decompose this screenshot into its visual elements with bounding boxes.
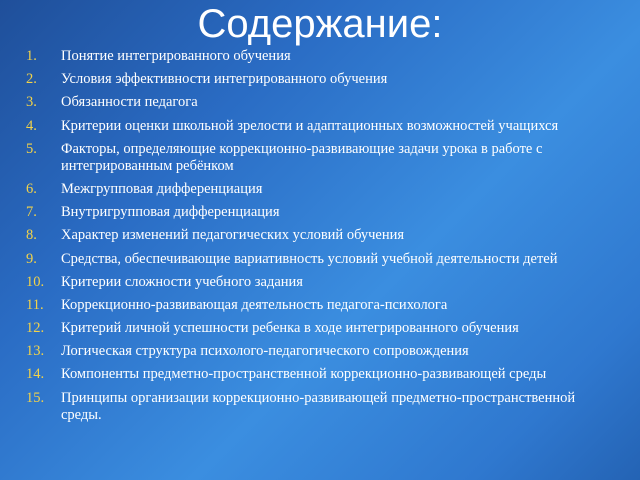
- item-text: Внутригрупповая дифференциация: [61, 204, 280, 221]
- item-number: 9.: [26, 250, 37, 267]
- list-item: [0, 320, 640, 337]
- item-text: Критерий личной успешности ребенка в ходе интегрированного обучения: [61, 320, 519, 337]
- item-text: Межгрупповая дифференциация: [61, 180, 263, 197]
- item-number: 13.: [26, 343, 45, 360]
- item-text: Логическая структура психолого-педагогического сопровождения: [61, 343, 469, 360]
- item-number: 6.: [26, 180, 37, 197]
- item-number: 2.: [26, 71, 37, 88]
- slide-title: Содержание:: [197, 2, 443, 46]
- item-text: Средства, обеспечивающие вариативность условий учебной деятельности детей: [61, 250, 558, 267]
- item-number: 10.: [26, 273, 45, 290]
- item-text: Компоненты предметно-пространственной коррекционно-развивающей среды: [61, 366, 547, 383]
- list-item: [0, 227, 640, 244]
- item-text: Факторы, определяющие коррекционно-развивающие задачи урока в работе с интегрированным ребёнком: [61, 140, 543, 174]
- item-number: 4.: [26, 117, 37, 134]
- item-text: Условия эффективности интегрированного обучения: [61, 71, 388, 88]
- item-number: 12.: [26, 320, 45, 337]
- item-number: 1.: [26, 48, 37, 64]
- item-text: Обязанности педагога: [61, 94, 198, 111]
- item-number: 14.: [26, 366, 45, 383]
- item-number: 15.: [26, 389, 45, 406]
- list-item: [0, 48, 640, 65]
- item-text: Понятие интегрированного обучения: [61, 48, 291, 64]
- item-text: Критерии сложности учебного задания: [61, 273, 303, 290]
- item-number: 5.: [26, 140, 37, 157]
- item-number: 3.: [26, 94, 37, 111]
- list-item: [0, 71, 640, 88]
- list-item: [0, 274, 640, 291]
- list-item: [0, 181, 640, 198]
- item-text: Критерии оценки школьной зрелости и адаптационных возможностей учащихся: [61, 117, 559, 134]
- list-item: [0, 297, 640, 314]
- item-text: Коррекционно-развивающая деятельность педагога-психолога: [61, 296, 448, 313]
- list-item: [0, 118, 640, 135]
- list-item: [0, 390, 640, 424]
- list-item: [0, 251, 640, 268]
- list-item: [0, 366, 640, 383]
- list-item: [0, 141, 640, 175]
- list-item: [0, 204, 640, 221]
- item-text: Принципы организации коррекционно-развивающей предметно-пространственной среды.: [61, 389, 576, 423]
- contents-list: [0, 48, 640, 430]
- item-number: 7.: [26, 204, 37, 221]
- list-item: [0, 94, 640, 111]
- item-number: 8.: [26, 227, 37, 244]
- item-number: 11.: [26, 296, 44, 313]
- list-item: [0, 343, 640, 360]
- item-text: Характер изменений педагогических условий обучения: [61, 227, 405, 244]
